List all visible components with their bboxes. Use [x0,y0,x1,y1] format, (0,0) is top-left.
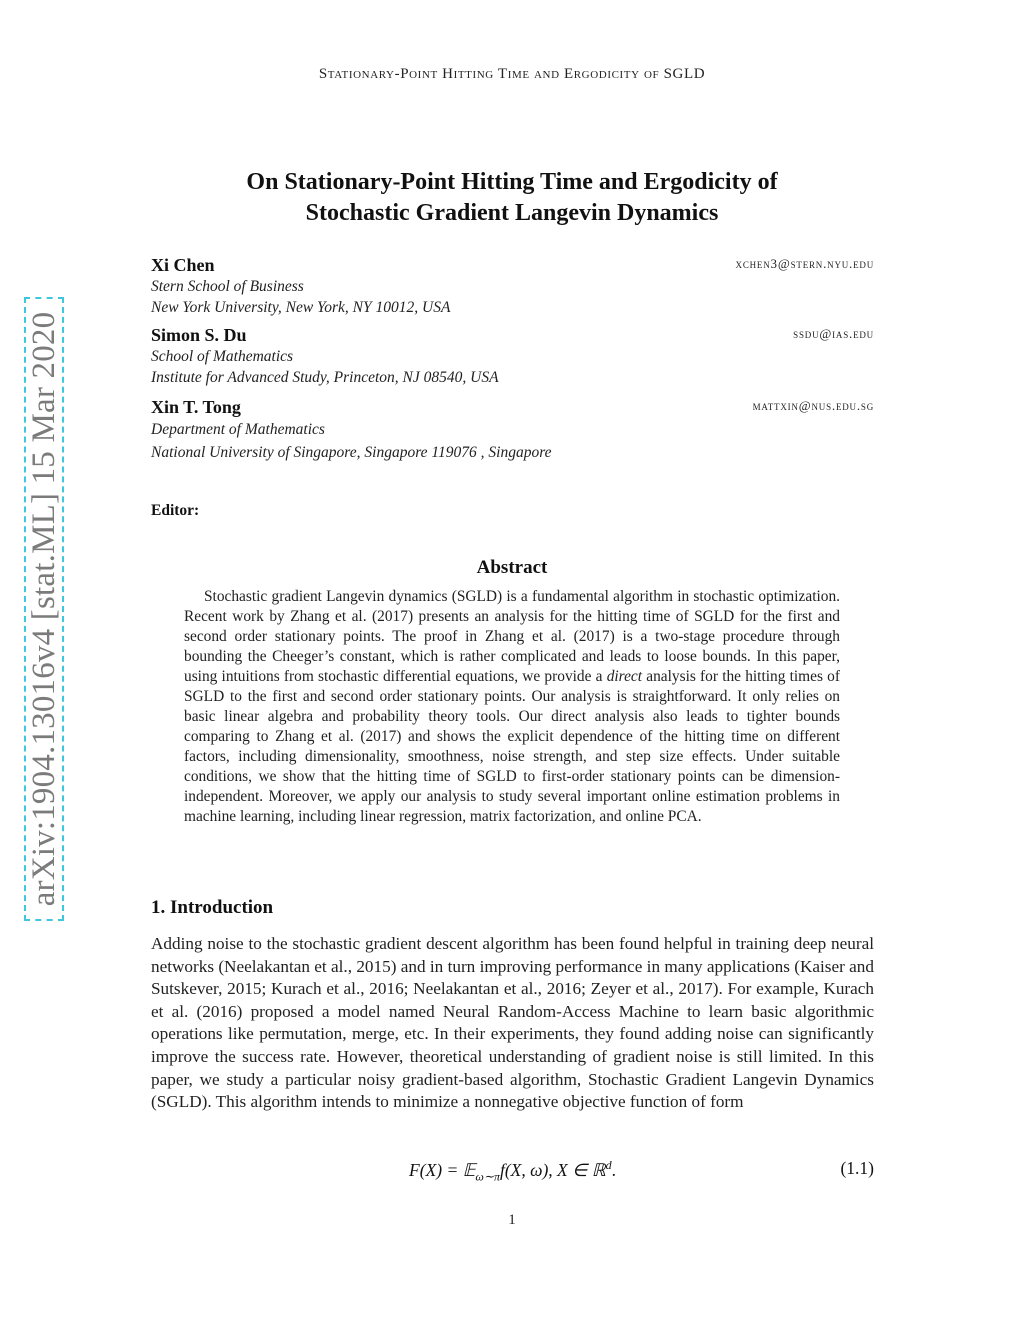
author-name: Xi Chen [151,255,215,275]
running-head: Stationary-Point Hitting Time and Ergodicity of SGLD [318,66,706,82]
author-email[interactable]: mattxin@nus.edu.sg [752,398,874,413]
abstract-text-part-2: analysis for the hitting times of SGLD to the first and second order stationary points. Our analysis is straightforward. It only relies on basic linear algebra and probability theory tools. Our direct analysis also leads to tighter bounds comparing to Zhang et al. (2017) and shows the explicit dependence of the hitting time on different factors, including dimensionality, smoothness, noise strength, and step size effects. Under suitable conditions, we show that the hitting time of SGLD to first-order stationary points can be dimension-independent. Moreover, we apply our analysis to study several important online estimation problems in machine learning, including linear regression, matrix factorization, and online PCA. [184,668,840,825]
abstract-heading: Abstract [476,557,548,578]
section-heading: 1. Introduction [151,897,274,918]
page-number: 1 [508,1212,516,1228]
equation-lhs: F(X) = 𝔼 [409,1159,476,1180]
editor-label: Editor: [151,502,200,519]
author-email[interactable]: ssdu@ias.edu [793,326,874,341]
title-line-1: On Stationary-Point Hitting Time and Ergodicity of [246,169,778,195]
author-affiliation: Institute for Advanced Study, Princeton, NJ 08540, USA [151,369,499,386]
abstract-emphasis: direct [606,668,643,685]
author-affiliation: National University of Singapore, Singapore 119076 , Singapore [151,444,552,461]
author-block-3 [151,396,874,463]
abstract-text [184,587,840,827]
equation-subscript: ω∼π [475,1169,500,1184]
author-affiliation: School of Mathematics [151,348,294,365]
author-affiliation: Department of Mathematics [151,421,325,438]
author-affiliation: New York University, New York, NY 10012, USA [151,299,451,316]
equation-1-1 [151,1158,874,1184]
author-block-2 [151,324,874,388]
author-affiliation: Stern School of Business [151,278,304,295]
equation-superscript: d [605,1158,612,1172]
paper-title [150,167,874,229]
author-email[interactable]: xchen3@stern.nyu.edu [735,256,874,271]
equation-rhs: f(X, ω), X ∈ ℝ [499,1159,606,1180]
equation-number: (1.1) [840,1158,874,1178]
equation-end: . [611,1159,616,1180]
arxiv-stamp[interactable]: arXiv:1904.13016v4 [stat.ML] 15 Mar 2020 [25,311,62,907]
introduction-paragraph: Adding noise to the stochastic gradient descent algorithm has been found helpful in training deep neural networks (Neelakantan et al., 2015) and in turn improving performance in many applications (Kaiser and Sutskever, 2015; Kurach et al., 2016; Neelakantan et al., 2016; Zeyer et al., 2017). For example, Kurach et al. (2016) proposed a model named Neural Random-Access Machine to learn basic algorithmic operations like permutation, merge, etc. In their experiments, they found adding noise can significantly improve the success rate. However, theoretical understanding of gradient noise is still limited. In this paper, we study a particular noisy gradient-based algorithm, Stochastic Gradient Langevin Dynamics (SGLD). This algorithm intends to minimize a nonnegative objective function of form [151,934,874,1112]
author-name: Simon S. Du [151,325,247,345]
equation-body [151,1158,874,1184]
abstract-text-part-1: Stochastic gradient Langevin dynamics (SGLD) is a fundamental algorithm in stochastic optimization. Recent work by Zhang et al. (2017) presents an analysis for the hitting time of SGLD for the first and second order stationary points. The proof in Zhang et al. (2017) is a two-stage procedure through bounding the Cheeger’s constant, which is rather complicated and leads to loose bounds. In this paper, using intuitions from stochastic differential equations, we provide a [184,588,840,685]
author-name: Xin T. Tong [151,397,241,417]
title-line-2: Stochastic Gradient Langevin Dynamics [305,200,719,226]
author-block-1 [151,254,874,318]
